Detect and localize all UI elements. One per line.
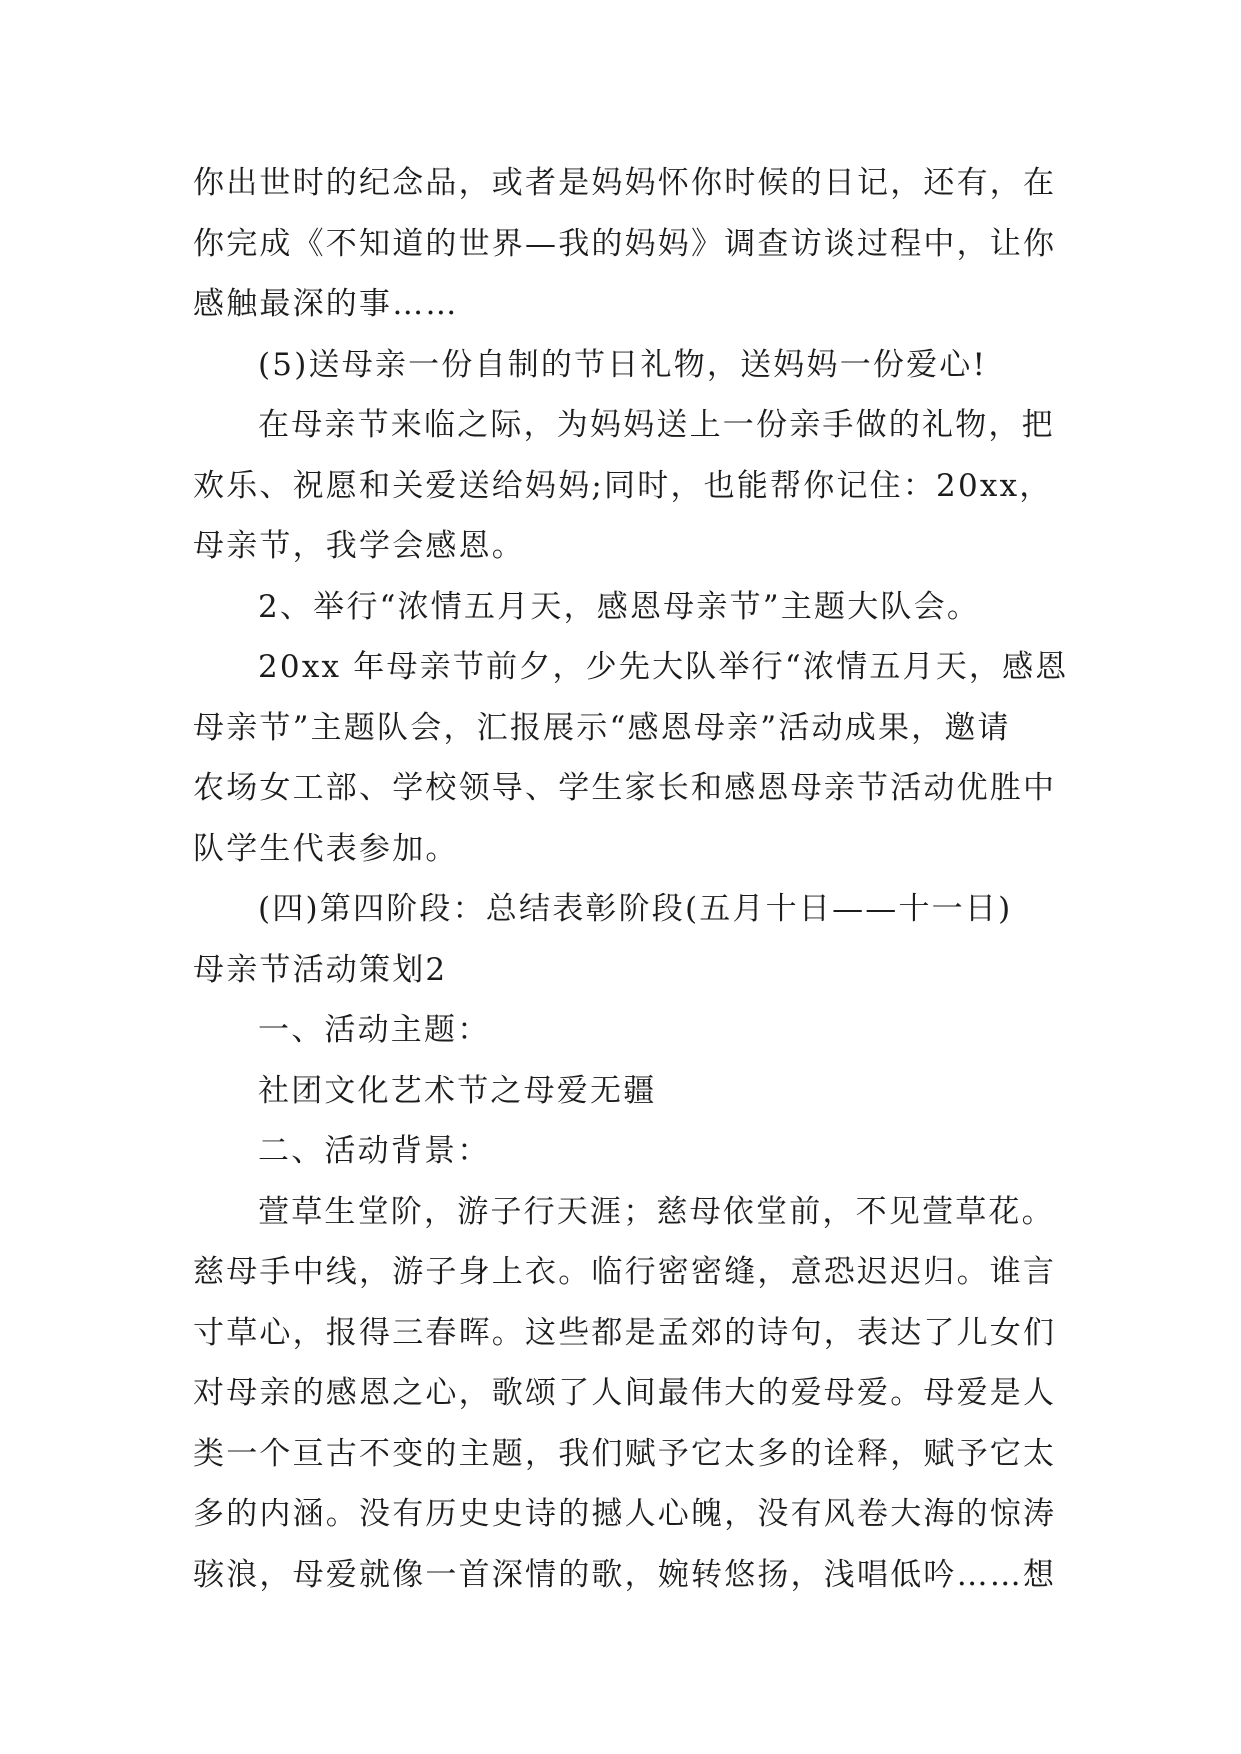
text-line: 对母亲的感恩之心，歌颂了人间最伟大的爱母爱。母爱是人: [193, 1375, 1057, 1411]
text-line: 母亲节”主题队会，汇报展示“感恩母亲”活动成果，邀请: [193, 709, 1011, 746]
text-line: (5)送母亲一份自制的节日礼物，送妈妈一份爱心!: [258, 346, 988, 383]
text-line: 你出世时的纪念品，或者是妈妈怀你时候的日记，还有，在: [193, 165, 1057, 201]
text-line: 慈母手中线，游子身上衣。临行密密缝，意恐迟迟归。谁言: [193, 1254, 1057, 1290]
text-line: 感触最深的事……: [193, 286, 459, 322]
text-line: 萱草生堂阶，游子行天涯；慈母依堂前，不见萱草花。: [258, 1193, 1055, 1230]
text-line: 多的内涵。没有历史史诗的撼人心魄，没有风卷大海的惊涛: [193, 1496, 1057, 1532]
text-line: 欢乐、祝愿和关爱送给妈妈;同时，也能帮你记住：20xx，: [193, 467, 1053, 504]
text-line: 在母亲节来临之际，为妈妈送上一份亲手做的礼物，把: [258, 407, 1055, 443]
text-line: 寸草心，报得三春晖。这些都是孟郊的诗句，表达了儿女们: [193, 1314, 1057, 1351]
document-body: [193, 153, 1069, 1605]
section-heading: (四)第四阶段：总结表彰阶段(五月十日——十一日): [258, 891, 1013, 927]
section-heading: 二、活动背景：: [258, 1133, 491, 1169]
text-line: 农场女工部、学校领导、学生家长和感恩母亲节活动优胜中: [193, 770, 1057, 806]
text-line: 母亲节，我学会感恩。: [193, 528, 525, 564]
document-title: 母亲节活动策划2: [193, 951, 448, 988]
section-heading: 一、活动主题：: [258, 1012, 491, 1048]
text-line: 社团文化艺术节之母爱无疆: [258, 1072, 657, 1109]
text-line: 骇浪，母爱就像一首深情的歌，婉转悠扬，浅唱低吟……想: [193, 1556, 1057, 1593]
text-line: 你完成《不知道的世界—我的妈妈》调查访谈过程中，让你: [193, 225, 1057, 262]
section-heading: 2、举行“浓情五月天，感恩母亲节”主题大队会。: [258, 588, 981, 625]
text-line: 类一个亘古不变的主题，我们赋予它太多的诠释，赋予它太: [193, 1435, 1057, 1472]
text-line: 20xx 年母亲节前夕，少先大队举行“浓情五月天，感恩: [258, 649, 1069, 685]
text-line: 队学生代表参加。: [193, 830, 459, 867]
